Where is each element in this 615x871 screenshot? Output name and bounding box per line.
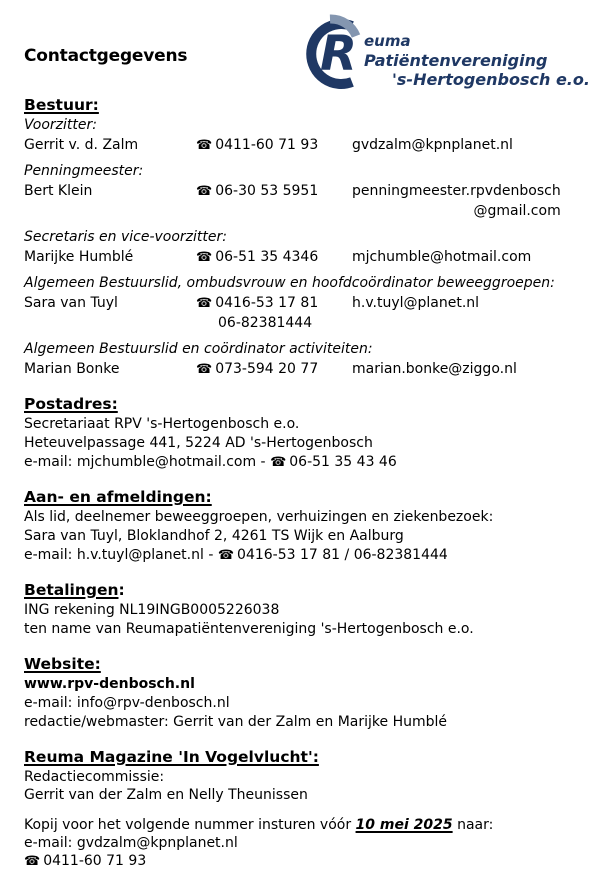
role-voorzitter: Voorzitter: — [24, 117, 97, 133]
deadline-prefix: Kopij voor het volgende nummer insturen vóór — [24, 817, 356, 833]
logo-line-3: 's-Hertogenbosch e.o. — [392, 70, 590, 89]
heading-betalingen: Betalingen: — [24, 581, 125, 599]
logo-line-2: Patiëntenvereniging — [364, 51, 548, 70]
spacer — [0, 732, 615, 748]
phone-icon: ☎ — [196, 296, 213, 311]
email-part-2: @gmail.com — [473, 203, 561, 219]
postadres-line-1: Secretariaat RPV 's-Hertogenbosch e.o. — [24, 416, 300, 432]
website-editors: redactie/webmaster: Gerrit van der Zalm en Marijke Humblé — [24, 714, 448, 730]
role-secretaris: Secretaris en vice-voorzitter: — [24, 229, 227, 245]
logo-wordmark — [364, 32, 590, 89]
contact-row — [0, 135, 615, 155]
phone-icon: ☎ — [217, 548, 235, 563]
heading-magazine: Reuma Magazine 'In Vogelvlucht': — [24, 748, 319, 766]
magazine-line-2: Gerrit van der Zalm en Nelly Theunissen — [24, 787, 308, 803]
aanmeldingen-line-1: Als lid, deelnemer beweeggroepen, verhuizingen en ziekenbezoek: — [24, 509, 494, 525]
member-phone — [196, 135, 318, 156]
heading-betalingen-colon: : — [118, 581, 125, 599]
phone-icon: ☎ — [196, 184, 213, 199]
member-name: Bert Klein — [24, 183, 93, 199]
section-postadres — [0, 395, 615, 472]
aanmeldingen-line-3 — [0, 546, 615, 565]
aanmeldingen-email-prefix: e-mail: h.v.tuyl@planet.nl - — [24, 547, 218, 563]
member-name: Marian Bonke — [24, 361, 120, 377]
document-header — [0, 0, 615, 96]
website-url[interactable]: www.rpv-denbosch.nl — [24, 676, 195, 692]
deadline-suffix: naar: — [452, 817, 494, 833]
member-name: Gerrit v. d. Zalm — [24, 137, 139, 153]
deadline-phone: 0411-60 71 93 — [43, 853, 147, 869]
document-body — [0, 96, 615, 871]
postadres-email-prefix: e-mail: mjchumble@hotmail.com - — [24, 454, 271, 470]
section-magazine — [0, 748, 615, 804]
postadres-line-3 — [0, 453, 615, 472]
section-aanmeldingen — [0, 488, 615, 565]
spacer — [0, 639, 615, 655]
contact-row — [0, 181, 615, 219]
phone-icon: ☎ — [196, 138, 213, 153]
spacer — [0, 267, 615, 274]
member-phone — [196, 247, 318, 268]
spacer — [0, 379, 615, 395]
aanmeldingen-phone: 0416-53 17 81 / 06-82381444 — [237, 547, 448, 563]
phone-number: 0411-60 71 93 — [215, 137, 319, 153]
website-email: e-mail: info@rpv-denbosch.nl — [24, 695, 230, 711]
spacer — [0, 221, 615, 228]
heading-website: Website: — [24, 655, 101, 673]
deadline-email: e-mail: gvdzalm@kpnplanet.nl — [24, 835, 238, 851]
heading-bestuur: Bestuur: — [24, 96, 99, 114]
betalingen-line-2: ten name van Reumapatiëntenvereniging 's-Hertogenbosch e.o. — [24, 621, 474, 637]
role-coordinator: Algemeen Bestuurslid en coördinator activiteiten: — [24, 341, 373, 357]
logo-line-1: euma — [364, 32, 411, 50]
member-email: h.v.tuyl@planet.nl — [352, 295, 480, 311]
phone-number: 06-51 35 4346 — [215, 249, 319, 265]
contact-row-secondary — [0, 313, 615, 333]
spacer — [0, 565, 615, 581]
heading-postadres: Postadres: — [24, 395, 118, 413]
member-phone-secondary: 06-82381444 — [218, 315, 313, 331]
role-penningmeester: Penningmeester: — [24, 163, 144, 179]
contact-row — [0, 359, 615, 379]
section-deadline — [0, 816, 615, 871]
spacer — [0, 155, 615, 162]
deadline-line-1 — [0, 816, 615, 834]
deadline-phone-line — [0, 852, 615, 871]
contact-row — [0, 293, 615, 313]
page-title: Contactgegevens — [24, 46, 188, 66]
member-email: mjchumble@hotmail.com — [352, 249, 532, 265]
postadres-phone: 06-51 35 43 46 — [289, 454, 397, 470]
contact-row — [0, 247, 615, 267]
role-ombudsvrouw: Algemeen Bestuurslid, ombudsvrouw en hoofdcoördinator beweeggroepen: — [24, 275, 555, 291]
member-name: Sara van Tuyl — [24, 295, 118, 311]
member-email: gvdzalm@kpnplanet.nl — [352, 137, 513, 153]
organization-logo — [294, 12, 612, 92]
magazine-line-1: Redactiecommissie: — [24, 769, 165, 785]
phone-icon: ☎ — [196, 250, 213, 265]
phone-icon: ☎ — [196, 362, 213, 377]
deadline-date: 10 mei 2025 — [355, 817, 453, 833]
betalingen-line-1: ING rekening NL19INGB0005226038 — [24, 602, 280, 618]
member-phone — [196, 359, 318, 380]
section-website — [0, 655, 615, 732]
spacer — [0, 472, 615, 488]
aanmeldingen-line-2: Sara van Tuyl, Bloklandhof 2, 4261 TS Wijk en Aalburg — [24, 528, 404, 544]
spacer — [0, 804, 615, 816]
postadres-line-2: Heteuvelpassage 441, 5224 AD 's-Hertogenbosch — [24, 435, 373, 451]
email-part-1: penningmeester.rpvdenbosch — [352, 183, 561, 199]
phone-icon: ☎ — [270, 455, 287, 470]
member-name: Marijke Humblé — [24, 249, 134, 265]
logo-r-mark-icon — [294, 12, 372, 92]
phone-number: 06-30 53 5951 — [215, 183, 319, 199]
member-phone — [196, 293, 318, 314]
phone-number: 0416-53 17 81 — [215, 295, 319, 311]
member-phone — [196, 181, 318, 202]
svg-text:R: R — [320, 26, 357, 82]
section-betalingen — [0, 581, 615, 639]
section-bestuur — [0, 96, 615, 379]
phone-number: 073-594 20 77 — [215, 361, 319, 377]
phone-icon: ☎ — [24, 854, 41, 869]
spacer — [0, 333, 615, 340]
heading-aanmeldingen: Aan- en afmeldingen: — [24, 488, 212, 506]
member-email — [352, 181, 561, 221]
member-email: marian.bonke@ziggo.nl — [352, 361, 517, 377]
